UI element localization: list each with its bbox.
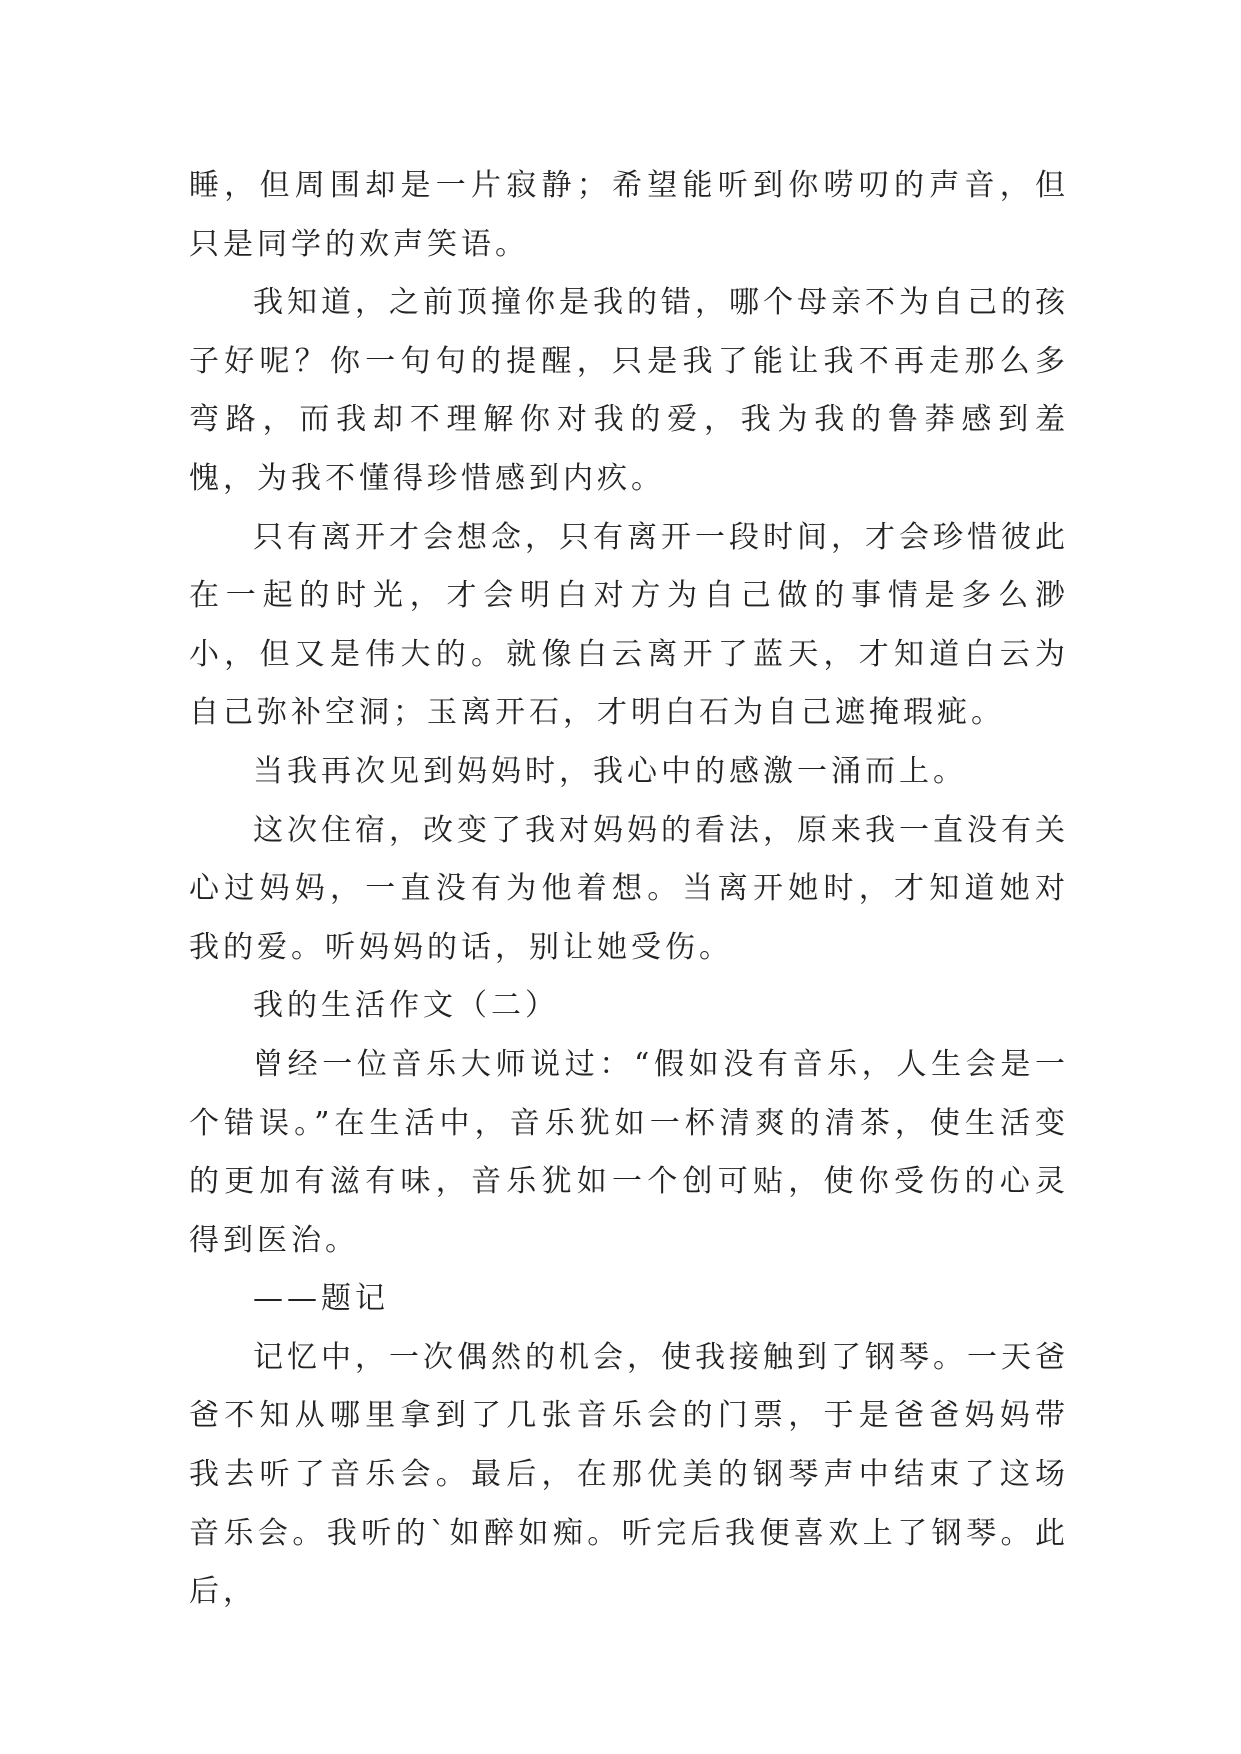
paragraph-4: 当我再次见到妈妈时，我心中的感激一涌而上。 [253, 753, 967, 789]
paragraph-2: 我知道，之前顶撞你是我的错，哪个母亲不为自己的孩子好呢？你一句句的提醒，只是我了能让我不再走那么多弯路，而我却不理解你对我的爱，我为我的鲁莽感到羞愧，为我不懂得珍惜感到内疚。 [189, 285, 1069, 496]
document-body [189, 157, 1069, 1622]
epigraph-note: ——题记 [253, 1281, 389, 1317]
paragraph-1: 睡，但周围却是一片寂静；希望能听到你唠叨的声音，但只是同学的欢声笑语。 [189, 168, 1069, 262]
paragraph-quote: 曾经一位音乐大师说过：“假如没有音乐，人生会是一个错误。”在生活中，音乐犹如一杯清爽的清茶，使生活变的更加有滋有味，音乐犹如一个创可贴，使你受伤的心灵得到医治。 [189, 1046, 1069, 1258]
paragraph-3: 只有离开才会想念，只有离开一段时间，才会珍惜彼此在一起的时光，才会明白对方为自己做的事情是多么渺小，但又是伟大的。就像白云离开了蓝天，才知道白云为自己弥补空洞；玉离开石，才明白石为自己遮掩瑕疵。 [189, 519, 1069, 731]
section-heading: 我的生活作文（二） [253, 988, 559, 1024]
paragraph-5: 这次住宿，改变了我对妈妈的看法，原来我一直没有关心过妈妈，一直没有为他着想。当离开她时，才知道她对我的爱。听妈妈的话，别让她受伤。 [189, 812, 1069, 965]
paragraph-memory: 记忆中，一次偶然的机会，使我接触到了钢琴。一天爸爸不知从哪里拿到了几张音乐会的门票，于是爸爸妈妈带我去听了音乐会。最后，在那优美的钢琴声中结束了这场音乐会。我听的`如醉如痴。听完后我便喜欢上了钢琴。此后， [189, 1339, 1069, 1610]
